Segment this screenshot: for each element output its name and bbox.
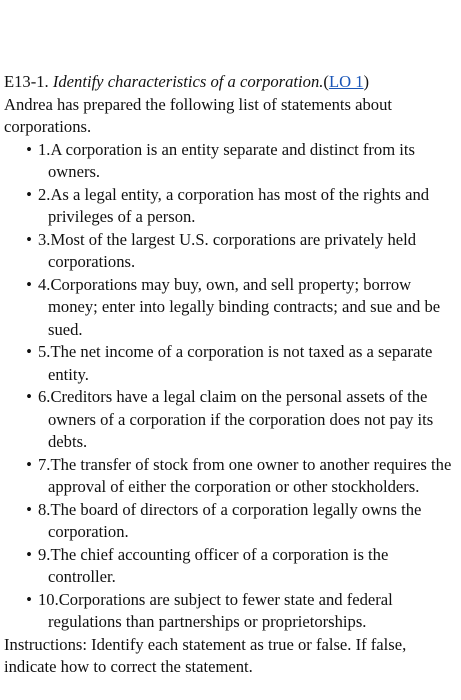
bullet-icon: • (26, 184, 32, 204)
lo-open-paren: ( (323, 72, 329, 91)
bullet-icon: • (26, 342, 32, 361)
statement-text: 7.The transfer of stock from one owner to another requires the approval of either the corporation or other stockholders. (38, 454, 452, 496)
statement-text: 5.The net income of a corporation is not taxed as a separate entity. (38, 342, 433, 384)
list-item (4, 499, 455, 544)
exercise-code: E13-1. (4, 72, 49, 91)
list-item (4, 139, 455, 184)
list-item (4, 274, 455, 342)
bullet-icon: • (26, 499, 32, 519)
bullet-icon: • (26, 139, 32, 159)
instructions-text: Instructions: Identify each statement as true or false. If false, indicate how to correct the statement. (4, 634, 407, 676)
statement-text: 1.A corporation is an entity separate and distinct from its owners. (38, 139, 415, 181)
list-item (4, 454, 455, 499)
statement-text: 4.Corporations may buy, own, and sell property; borrow money; enter into legally binding contracts; and sue and be sued. (38, 274, 441, 339)
learning-objective-link[interactable]: LO 1 (328, 72, 364, 91)
list-item (4, 386, 455, 454)
statement-text: 3.Most of the largest U.S. corporations are privately held corporations. (38, 229, 417, 271)
statement-text: 10.Corporations are subject to fewer state and federal regulations than partnerships or proprietorships. (38, 589, 393, 631)
bullet-icon: • (26, 589, 32, 609)
list-item (4, 229, 455, 274)
bullet-icon: • (26, 274, 32, 294)
list-item (4, 589, 455, 634)
lo-close-paren: ) (363, 72, 370, 91)
statement-text: 8.The board of directors of a corporation legally owns the corporation. (38, 499, 422, 541)
list-item (4, 184, 455, 229)
bullet-icon: • (26, 229, 32, 249)
exercise-title: Identify characteristics of a corporation. (52, 72, 324, 91)
intro-text: Andrea has prepared the following list of statements about corporations. (4, 94, 393, 136)
statement-text: 9.The chief accounting officer of a corporation is the controller. (38, 544, 389, 586)
bullet-icon: • (26, 454, 32, 474)
exercise-heading (4, 71, 455, 94)
statement-text: 6.Creditors have a legal claim on the personal assets of the owners of a corporation if the corporation does not pay its debts. (38, 387, 434, 451)
statement-text: 2.As a legal entity, a corporation has most of the rights and privileges of a person. (38, 184, 430, 226)
statement-list (4, 139, 455, 634)
bullet-icon: • (26, 544, 32, 564)
list-item (4, 544, 455, 589)
list-item (4, 341, 455, 386)
bullet-icon: • (26, 387, 32, 406)
